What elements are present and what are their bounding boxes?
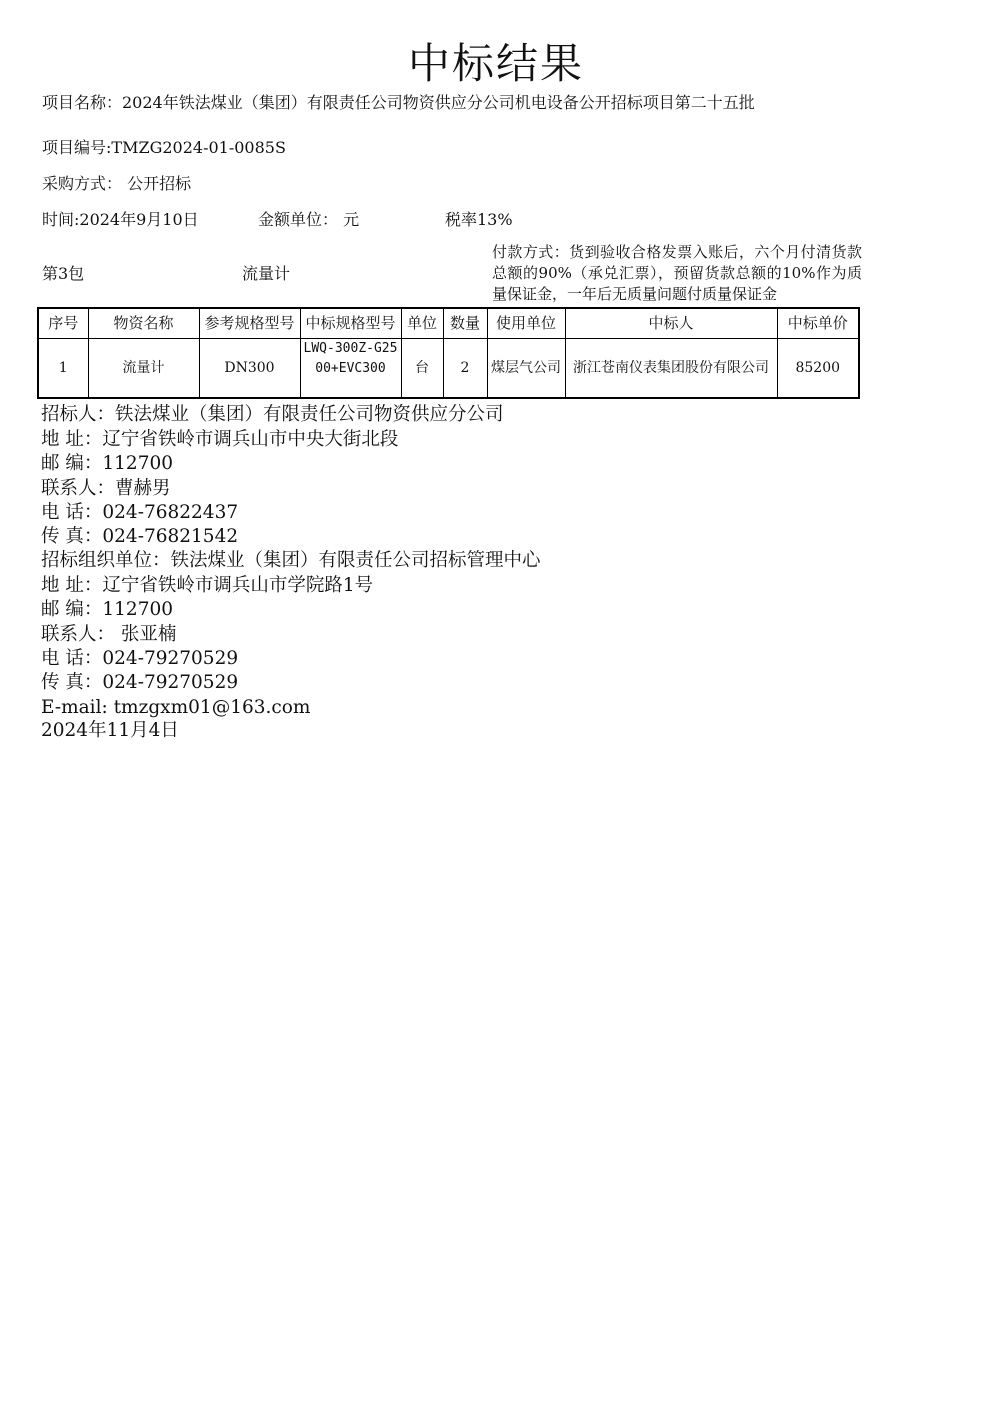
announce-time: 时间:2024年9月10日 <box>42 210 199 229</box>
tenderer-fax: 传 真：024-76821542 <box>41 526 239 547</box>
tenderer-address: 地 址：辽宁省铁岭市调兵山市中央大街北段 <box>41 429 399 450</box>
table-header-row <box>38 308 859 339</box>
agency-email: E-mail: tmzgxm01@163.com <box>41 697 311 718</box>
table-cell: 台 <box>401 339 443 399</box>
agency: 招标组织单位：铁法煤业（集团）有限责任公司招标管理中心 <box>41 550 541 571</box>
table-cell: 浙江苍南仪表集团股份有限公司 <box>565 339 777 399</box>
table-header-cell: 序号 <box>38 308 88 339</box>
tenderer-contact: 联系人：曹赫男 <box>41 478 171 499</box>
table-cell: 流量计 <box>88 339 199 399</box>
table-cell: 2 <box>443 339 487 399</box>
page-title: 中标结果 <box>407 39 584 88</box>
table-header-cell: 单位 <box>401 308 443 339</box>
table-header-cell: 中标人 <box>565 308 777 339</box>
table-header-cell: 中标规格型号 <box>300 308 401 339</box>
project-number: 项目编号:TMZG2024-01-0085S <box>42 138 286 157</box>
agency-address: 地 址：辽宁省铁岭市调兵山市学院路1号 <box>41 575 374 596</box>
tenderer-postcode: 邮 编：112700 <box>41 453 174 474</box>
table-cell: 1 <box>38 339 88 399</box>
table-header-cell: 物资名称 <box>88 308 199 339</box>
tenderer: 招标人：铁法煤业（集团）有限责任公司物资供应分公司 <box>41 404 504 425</box>
table-header-cell: 中标单价 <box>777 308 859 339</box>
table-cell: 煤层气公司 <box>487 339 565 399</box>
table-cell: 85200 <box>777 339 859 399</box>
agency-fax: 传 真：024-79270529 <box>41 672 239 693</box>
tax-rate: 税率13% <box>445 210 513 229</box>
package-label: 第3包 <box>42 264 85 283</box>
table-header-cell: 参考规格型号 <box>199 308 300 339</box>
publish-date: 2024年11月4日 <box>41 720 179 741</box>
table-cell: DN300 <box>199 339 300 399</box>
table-cell: LWQ-300Z-G2500+EVC300 <box>300 339 401 399</box>
package-item: 流量计 <box>242 264 291 283</box>
table-header-cell: 使用单位 <box>487 308 565 339</box>
agency-postcode: 邮 编：112700 <box>41 599 174 620</box>
project-name: 项目名称：2024年铁法煤业（集团）有限责任公司物资供应分公司机电设备公开招标项目第二十五批 <box>42 93 755 112</box>
award-table <box>37 307 860 399</box>
agency-contact: 联系人： 张亚楠 <box>41 624 177 645</box>
payment-terms: 付款方式：货到验收合格发票入账后，六个月付清货款总额的90%（承兑汇票），预留货款总额的10%作为质量保证金，一年后无质量问题付质量保证金 <box>492 243 862 303</box>
currency-unit: 金额单位： 元 <box>258 210 360 229</box>
table-row <box>38 339 859 399</box>
tenderer-phone: 电 话：024-76822437 <box>41 502 239 523</box>
agency-phone: 电 话：024-79270529 <box>41 648 239 669</box>
table-header-cell: 数量 <box>443 308 487 339</box>
procurement-method: 采购方式： 公开招标 <box>42 174 192 193</box>
